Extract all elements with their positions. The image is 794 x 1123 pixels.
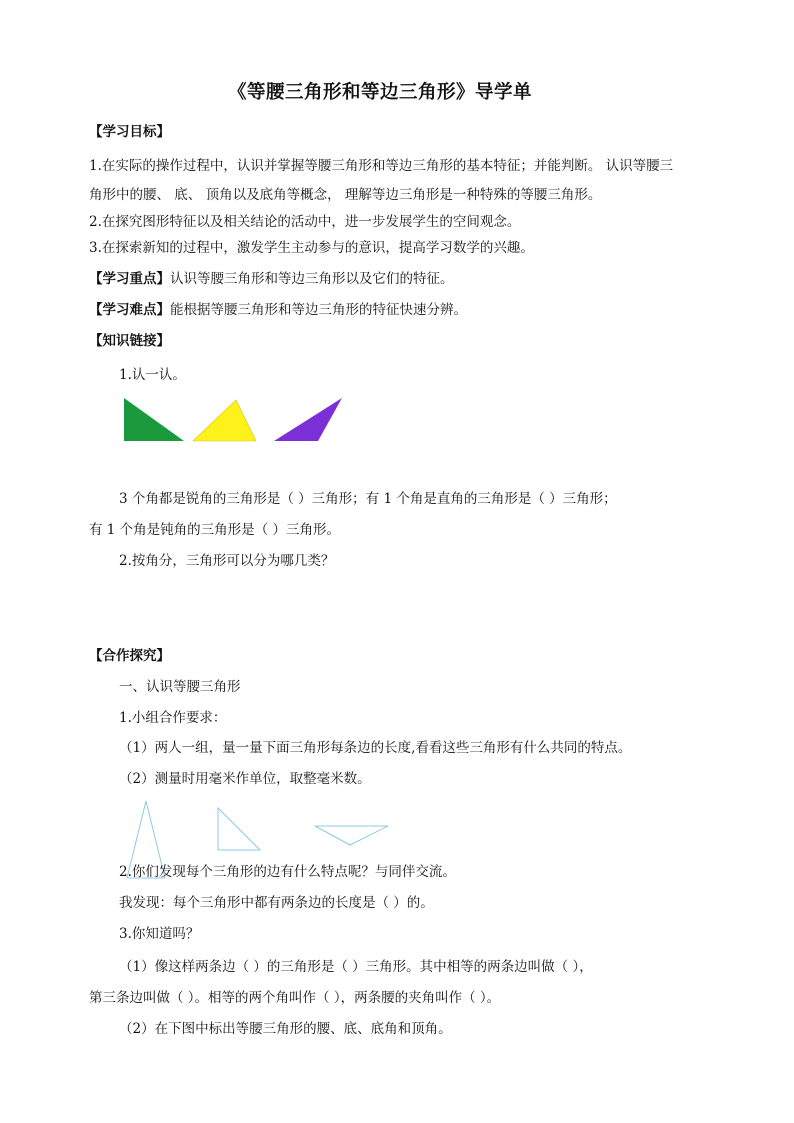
explore-q2: 2.你们发现每个三角形的边有什么特点呢？与同伴交流。 xyxy=(119,864,456,880)
explore-fill-1-line-1: （1）像这样两条边（ ）的三角形是（ ）三角形。其中相等的两条边叫做（ ）， xyxy=(119,959,593,975)
explore-discover: 我发现：每个三角形中都有两条边的长度是（ ）的。 xyxy=(119,895,434,911)
knowledge-q2: 2.按角分，三角形可以分为哪几类？ xyxy=(119,553,335,569)
goal-item-1-line-2: 角形中的腰、 底、 顶角以及底角等概念， 理解等边三角形是一种特殊的等腰三角形。 xyxy=(89,187,602,203)
goal-item-1-line-1: 1.在实际的操作过程中，认识并掌握等腰三角形和等边三角形的基本特征；并能判断。 认识等腰三 xyxy=(89,158,674,174)
knowledge-fill-line-2: 有 1 个角是钝角的三角形是（ ）三角形。 xyxy=(89,522,340,538)
explore-heading: 【合作探究】 xyxy=(89,648,170,664)
explore-req-1: （1）两人一组，量一量下面三角形每条边的长度,看看这些三角形有什么共同的特点。 xyxy=(119,740,632,756)
purple-obtuse-triangle xyxy=(274,398,342,441)
explore-fill-2: （2）在下图中标出等腰三角形的腰、底、底角和顶角。 xyxy=(119,1021,452,1037)
green-right-triangle xyxy=(124,398,184,441)
yellow-acute-triangle xyxy=(193,400,256,441)
explore-fill-1-line-2: 第三条边叫做（ ）。相等的两个角叫作（ ），两条腰的夹角叫作（ ）。 xyxy=(89,990,501,1006)
goal-item-3: 3.在探索新知的过程中，激发学生主动参与的意识，提高学习数学的兴趣。 xyxy=(89,240,534,256)
explore-req-2: （2）测量时用毫米作单位，取整毫米数。 xyxy=(119,771,371,787)
explore-section-1: 一、认识等腰三角形 xyxy=(119,679,241,695)
knowledge-fill-line-1: 3 个角都是锐角的三角形是（ ）三角形；有 1 个角是直角的三角形是（ ）三角形； xyxy=(119,491,617,507)
knowledge-heading: 【知识链接】 xyxy=(89,333,170,349)
explore-q1: 1.小组合作要求： xyxy=(119,710,227,726)
outline-triangle-3 xyxy=(315,826,388,845)
outline-triangle-2 xyxy=(218,808,260,850)
key-point-label: 【学习重点】 xyxy=(89,271,170,287)
knowledge-q1: 1.认一认。 xyxy=(119,367,186,383)
explore-q3: 3.你知道吗？ xyxy=(119,926,200,942)
goal-item-2: 2.在探究图形特征以及相关结论的活动中，进一步发展学生的空间观念。 xyxy=(89,214,521,230)
difficulty-text: 能根据等腰三角形和等边三角形的特征快速分辨。 xyxy=(170,302,467,318)
goals-heading: 【学习目标】 xyxy=(89,124,170,140)
difficulty-label: 【学习难点】 xyxy=(89,302,170,318)
page-title: 《等腰三角形和等边三角形》导学单 xyxy=(228,82,533,103)
key-point-text: 认识等腰三角形和等边三角形以及它们的特征。 xyxy=(170,271,454,287)
